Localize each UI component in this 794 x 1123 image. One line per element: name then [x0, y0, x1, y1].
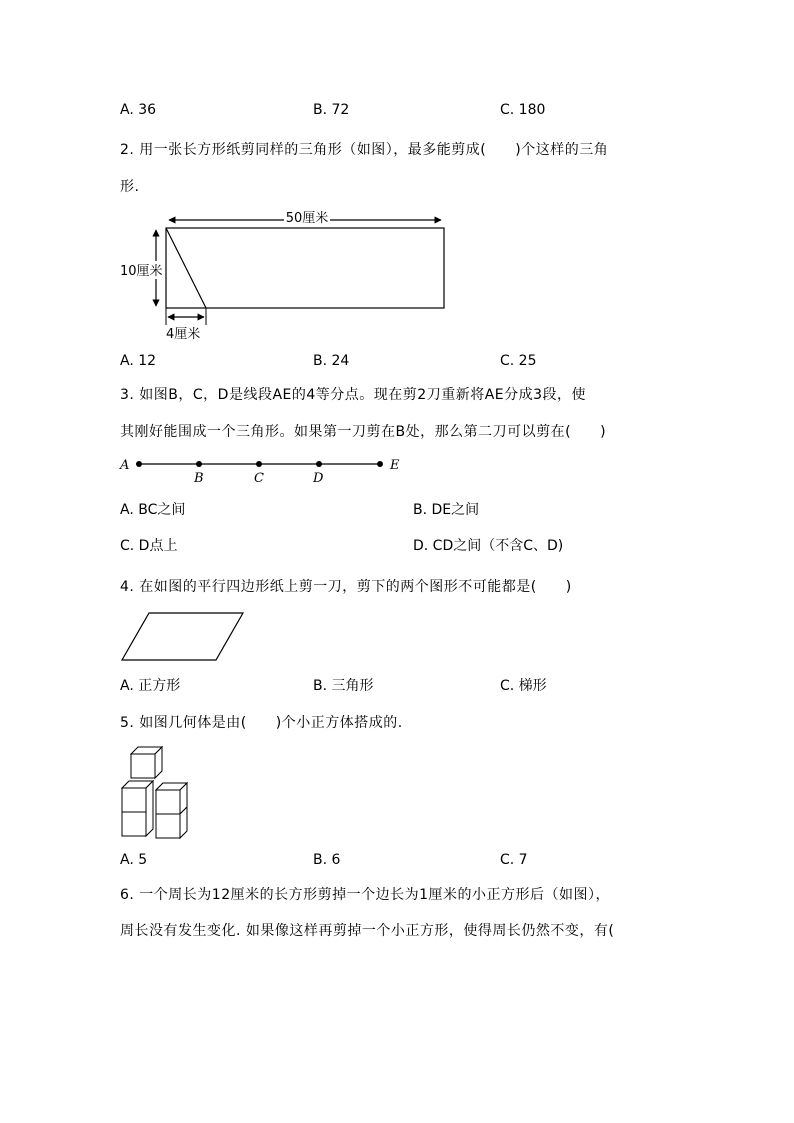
q2-option-b: B. 24 — [313, 353, 350, 369]
q2-text-line2: 形. — [120, 179, 140, 195]
label-e: E — [390, 458, 400, 473]
cube-right-lower — [156, 814, 180, 838]
point-b — [196, 461, 202, 467]
cube-right-upper — [156, 790, 180, 814]
q2-option-c: C. 25 — [500, 353, 537, 369]
q6-text-line2: 周长没有发生变化. 如果像这样再剪掉一个小正方形，使得周长仍然不变，有( — [120, 923, 615, 939]
q3-option-a: A. BC之间 — [120, 502, 186, 518]
q3-option-b: B. DE之间 — [413, 502, 480, 518]
length-label: 50厘米 — [285, 211, 329, 226]
q2-rectangle-figure — [118, 205, 458, 345]
parallelogram — [122, 613, 243, 660]
q5-option-c: C. 7 — [500, 852, 528, 868]
cube-top — [131, 754, 155, 778]
q1-option-b: B. 72 — [313, 102, 350, 118]
q1-option-c: C. 180 — [500, 102, 546, 118]
q4-option-c: C. 梯形 — [500, 678, 547, 694]
triangle-edge — [166, 228, 206, 308]
q4-option-a: A. 正方形 — [120, 678, 181, 694]
q5-text-line1: 5. 如图几何体是由( )个小正方体搭成的. — [120, 715, 403, 731]
q3-text-line2: 其刚好能围成一个三角形。如果第一刀剪在B处，那么第二刀可以剪在( ) — [120, 424, 607, 440]
q4-text-line1: 4. 在如图的平行四边形纸上剪一刀，剪下的两个图形不可能都是( ) — [120, 579, 572, 595]
point-c — [256, 461, 262, 467]
height-label: 10厘米 — [120, 264, 163, 279]
paper-rectangle — [166, 228, 444, 308]
q4-option-b: B. 三角形 — [313, 678, 374, 694]
cube-left-lower — [122, 812, 146, 836]
q5-option-b: B. 6 — [313, 852, 341, 868]
point-a — [136, 461, 142, 467]
q2-text-line1: 2. 用一张长方形纸剪同样的三角形（如图），最多能剪成( )个这样的三角 — [120, 142, 609, 158]
q6-text-line1: 6. 一个周长为12厘米的长方形剪掉一个边长为1厘米的小正方形后（如图）， — [120, 887, 611, 903]
base-label: 4厘米 — [166, 327, 201, 342]
q3-segment-figure — [116, 452, 416, 488]
label-d: D — [313, 471, 324, 486]
q3-text-line1: 3. 如图B，C，D是线段AE的4等分点。现在剪2刀重新将AE分成3段，使 — [120, 387, 587, 403]
cube-left-upper — [122, 788, 146, 812]
point-d — [316, 461, 322, 467]
q5-option-a: A. 5 — [120, 852, 148, 868]
q5-cubes-figure — [118, 744, 198, 840]
q3-option-d: D. CD之间（不含C、D) — [413, 538, 564, 554]
q2-option-a: A. 12 — [120, 353, 157, 369]
q3-option-c: C. D点上 — [120, 538, 178, 554]
label-b: B — [194, 471, 204, 486]
label-a: A — [120, 458, 130, 473]
label-c: C — [254, 471, 264, 486]
q4-parallelogram-figure — [118, 610, 248, 664]
point-e — [377, 461, 383, 467]
q1-option-a: A. 36 — [120, 102, 157, 118]
